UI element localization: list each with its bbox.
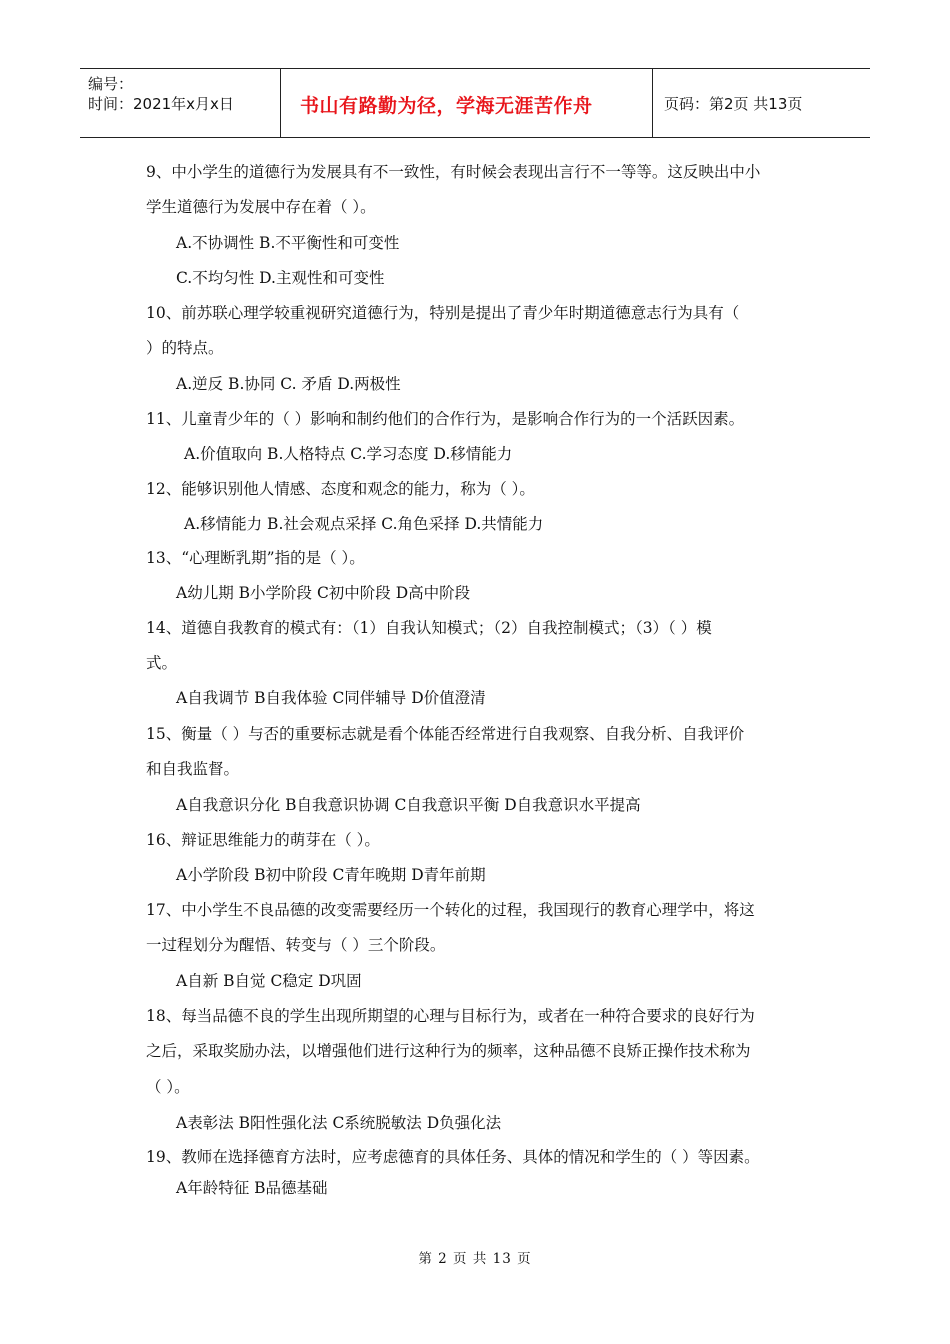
- text-line: 10、前苏联心理学较重视研究道德行为，特别是提出了青少年时期道德意志行为具有（: [146, 304, 740, 322]
- text-line: （ ）。: [146, 1078, 190, 1096]
- text-line: 17、中小学生不良品德的改变需要经历一个转化的过程，我国现行的教育心理学中，将这: [146, 901, 755, 919]
- text-line: 学生道德行为发展中存在着（ ）。: [146, 198, 376, 216]
- time-label: 时间：2021年x月x日: [88, 95, 234, 113]
- text-line: A.价值取向 B.人格特点 C.学习态度 D.移情能力: [184, 445, 513, 463]
- text-line: C.不均匀性 D.主观性和可变性: [176, 269, 385, 287]
- text-line: A.不协调性 B.不平衡性和可变性: [176, 234, 400, 252]
- text-line: A.移情能力 B.社会观点采择 C.角色采择 D.共情能力: [184, 515, 544, 533]
- text-line: 9、中小学生的道德行为发展具有不一致性，有时候会表现出言行不一等等。这反映出中小: [146, 163, 761, 181]
- text-line: 式。: [146, 654, 178, 672]
- text-line: A自我意识分化 B自我意识协调 C自我意识平衡 D自我意识水平提高: [176, 796, 641, 814]
- text-line: 之后，采取奖励办法，以增强他们进行这种行为的频率，这种品德不良矫正操作技术称为: [146, 1042, 751, 1060]
- text-line: 16、辩证思维能力的萌芽在（ ）。: [146, 831, 380, 849]
- text-line: A幼儿期 B小学阶段 C初中阶段 D高中阶段: [176, 584, 471, 602]
- text-line: A小学阶段 B初中阶段 C青年晚期 D青年前期: [176, 866, 486, 884]
- text-line: 15、衡量（ ）与否的重要标志就是看个体能否经常进行自我观察、自我分析、自我评价: [146, 725, 745, 743]
- page-info: 页码：第2页 共13页: [664, 95, 803, 113]
- text-line: A.逆反 B.协同 C. 矛盾 D.两极性: [176, 375, 401, 393]
- text-line: 18、每当品德不良的学生出现所期望的心理与目标行为，或者在一种符合要求的良好行为: [146, 1007, 755, 1025]
- text-line: A自新 B自觉 C稳定 D巩固: [176, 972, 362, 990]
- text-line: 11、儿童青少年的（ ）影响和制约他们的合作行为，是影响合作行为的一个活跃因素。: [146, 410, 745, 428]
- text-line: 12、能够识别他人情感、态度和观念的能力，称为（ ）。: [146, 480, 535, 498]
- header-motto-cell: [280, 69, 653, 137]
- text-line: 一过程划分为醒悟、转变与（ ）三个阶段。: [146, 936, 446, 954]
- number-label: 编号：: [88, 75, 134, 93]
- text-line: A自我调节 B自我体验 C同伴辅导 D价值澄清: [176, 689, 486, 707]
- header-meta: [80, 69, 281, 137]
- text-line: 和自我监督。: [146, 760, 240, 778]
- page-header: [80, 68, 870, 138]
- motto: 书山有路勤为径，学海无涯苦作舟: [300, 95, 593, 117]
- text-line: A年龄特征 B品德基础: [176, 1179, 328, 1197]
- page-footer: 第 2 页 共 13 页: [418, 1251, 532, 1267]
- text-line: 14、道德自我教育的模式有：（1）自我认知模式；（2）自我控制模式；（3）（ ）模: [146, 619, 712, 637]
- text-line: 19、教师在选择德育方法时，应考虑德育的具体任务、具体的情况和学生的（ ）等因素。: [146, 1148, 760, 1166]
- text-line: A表彰法 B阳性强化法 C系统脱敏法 D负强化法: [176, 1114, 502, 1132]
- text-line: ）的特点。: [146, 339, 224, 357]
- header-page-cell: [652, 69, 870, 137]
- text-line: 13、“心理断乳期”指的是（ ）。: [146, 549, 365, 567]
